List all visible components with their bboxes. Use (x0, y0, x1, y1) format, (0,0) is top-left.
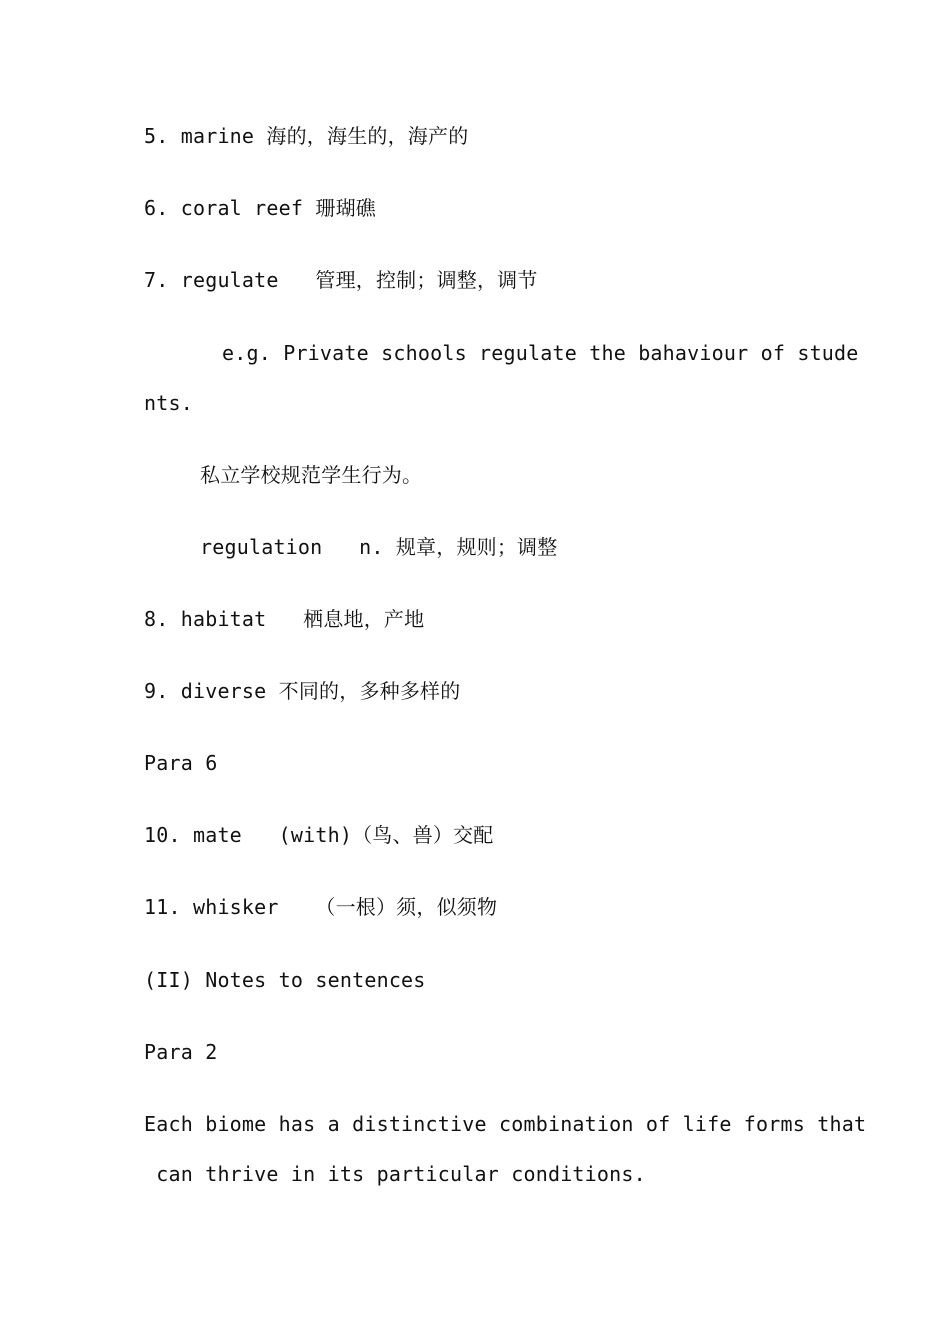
derivative-regulation: regulation n. 规章，规则；调整 (200, 535, 558, 559)
vocab-item-coral-reef: 6. coral reef 珊瑚礁 (144, 196, 376, 220)
para-2-heading: Para 2 (144, 1040, 218, 1064)
vocab-item-habitat: 8. habitat 栖息地，产地 (144, 607, 425, 631)
vocab-item-marine: 5. marine 海的，海生的，海产的 (144, 124, 469, 148)
vocab-item-whisker: 11. whisker （一根）须，似须物 (144, 895, 498, 919)
note-sentence-biome-continued: can thrive in its particular conditions. (144, 1162, 646, 1186)
vocab-item-regulate: 7. regulate 管理，控制；调整，调节 (144, 268, 538, 292)
vocab-item-diverse: 9. diverse 不同的，多种多样的 (144, 679, 461, 703)
para-6-heading: Para 6 (144, 751, 218, 775)
section-heading-notes: (II) Notes to sentences (144, 968, 426, 992)
example-sentence-regulate-continued: nts. (144, 391, 193, 415)
note-sentence-biome: Each biome has a distinctive combination of life forms that (144, 1112, 867, 1136)
vocab-item-mate: 10. mate (with)（鸟、兽）交配 (144, 823, 494, 847)
example-translation-regulate: 私立学校规范学生行为。 (200, 463, 423, 487)
example-sentence-regulate: e.g. Private schools regulate the bahaviour of stude (222, 341, 859, 365)
